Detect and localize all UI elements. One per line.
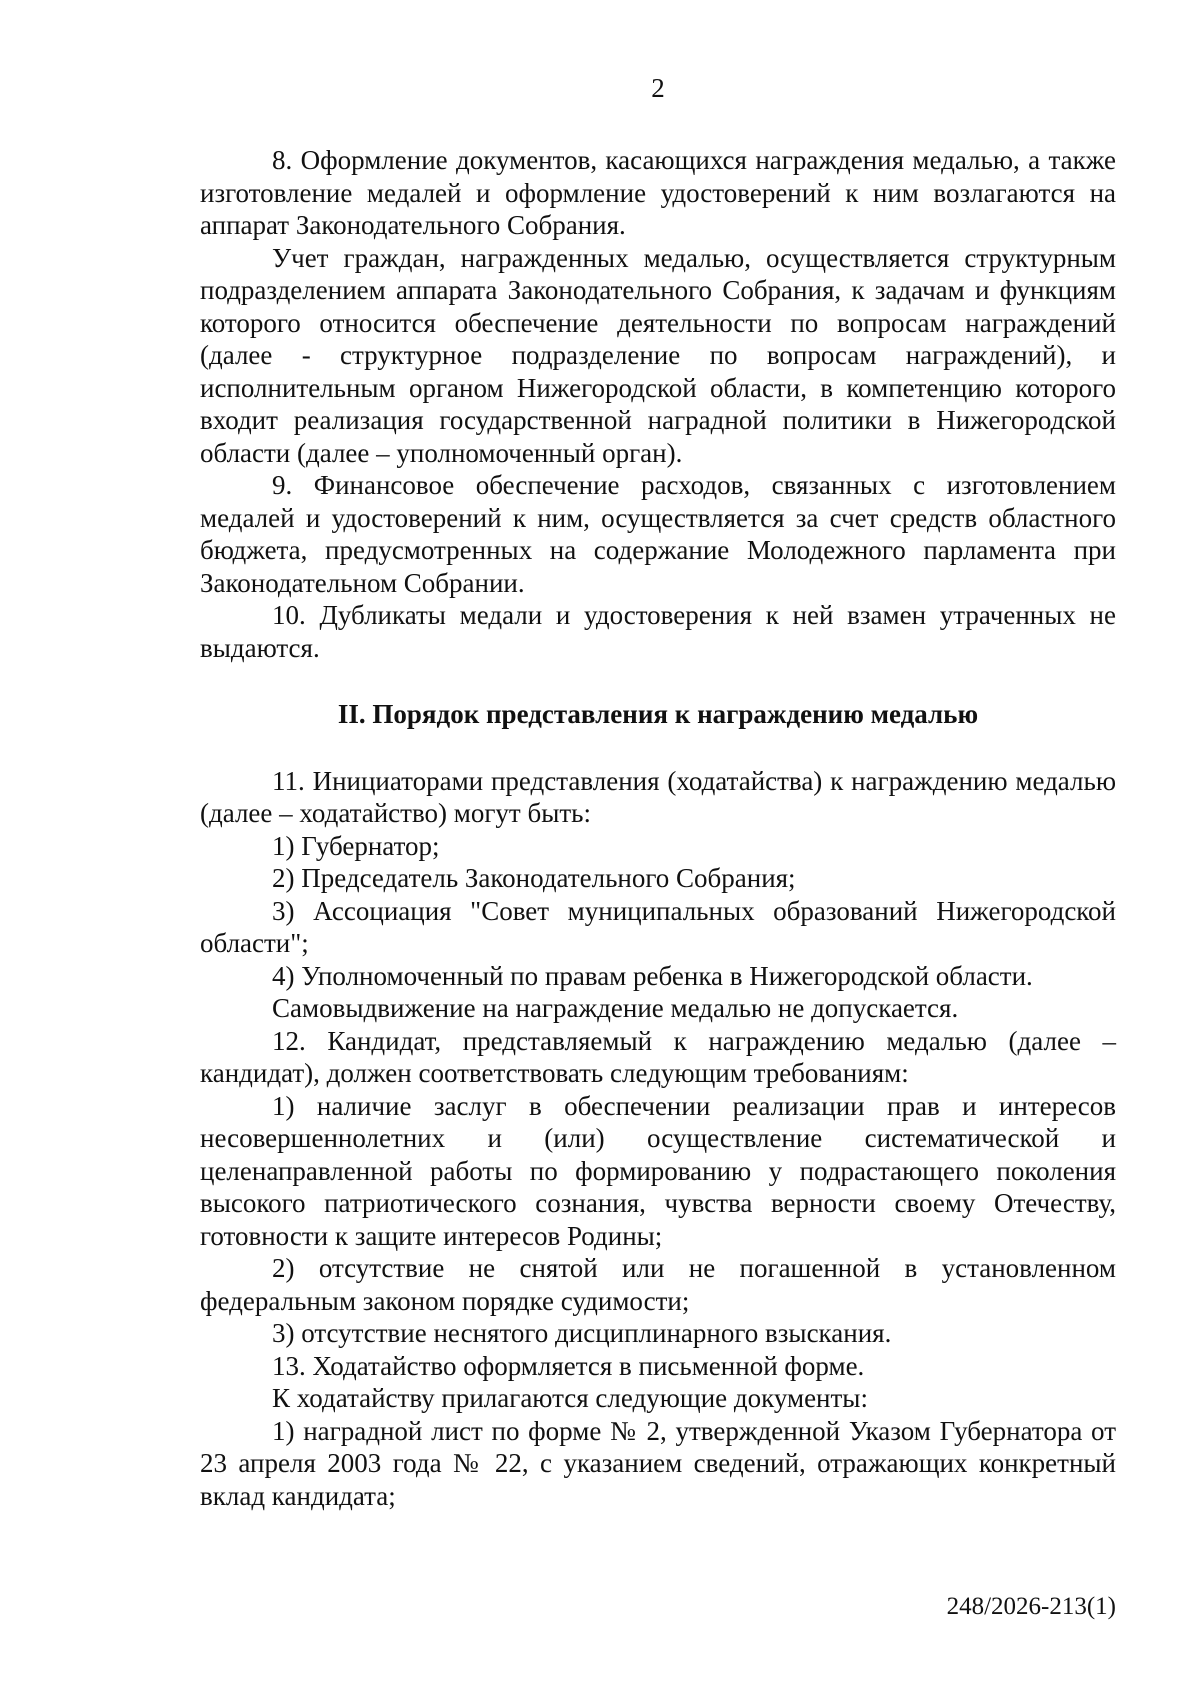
paragraph: 11. Инициаторами представления (ходатайства) к награждению медалью (далее – ходатайство) могут быть:: [200, 765, 1116, 828]
paragraph: К ходатайству прилагаются следующие документы:: [272, 1383, 868, 1413]
list-item: 3) отсутствие неснятого дисциплинарного взыскания.: [272, 1318, 892, 1348]
section-heading: II. Порядок представления к награждению медалью: [337, 699, 979, 729]
paragraph: 9. Финансовое обеспечение расходов, связанных с изготовлением медалей и удостоверений к ним, осуществляется за счет средств областного бюджета, предусмотренных на содержание Молодежного парламента при Законодательном Собрании.: [200, 470, 1116, 598]
paragraph: Самовыдвижение на награждение медалью не допускается.: [272, 993, 959, 1023]
paragraph: 13. Ходатайство оформляется в письменной форме.: [272, 1350, 865, 1381]
document-code: 248/2026-213(1): [946, 1593, 1116, 1620]
paragraph: Учет граждан, награжденных медалью, осуществляется структурным подразделением аппарата Законодательного Собрания, к задачам и функциям которого относится обеспечение деятельности по вопросам награждений (далее - структурное подразделение по вопросам награждений), и исполнительным органом Нижегородской области, в компетенцию которого входит реализация государственной наградной политики в Нижегородской области (далее – уполномоченный орган).: [200, 242, 1116, 468]
paragraph: 12. Кандидат, представляемый к награждению медалью (далее – кандидат), должен соответствовать следующим требованиям:: [200, 1025, 1116, 1088]
list-item: 1) наградной лист по форме № 2, утвержденной Указом Губернатора от 23 апреля 2003 года № 22, с указанием сведений, отражающих конкретный вклад кандидата;: [200, 1415, 1116, 1511]
paragraph: 10. Дубликаты медали и удостоверения к ней взамен утраченных не выдаются.: [200, 600, 1116, 663]
document-body: [200, 144, 1116, 1512]
list-item: 1) наличие заслуг в обеспечении реализации прав и интересов несовершеннолетних и (или) осуществление систематической и целенаправленной работы по формированию у подрастающего поколения высокого патриотического сознания, чувства верности своему Отечеству, готовности к защите интересов Родины;: [200, 1090, 1116, 1251]
list-item: 2) отсутствие не снятой или не погашенной в установленном федеральным законом порядке судимости;: [200, 1253, 1116, 1316]
list-item: 2) Председатель Законодательного Собрания;: [272, 863, 796, 893]
list-item: 1) Губернатор;: [272, 830, 440, 861]
list-item: 4) Уполномоченный по правам ребенка в Нижегородской области.: [272, 960, 1033, 991]
list-item: 3) Ассоциация "Совет муниципальных образований Нижегородской области";: [200, 895, 1116, 958]
paragraph: 8. Оформление документов, касающихся награждения медалью, а также изготовление медалей и оформление удостоверений к ним возлагаются на аппарат Законодательного Собрания.: [200, 145, 1116, 240]
page-number: 2: [651, 73, 665, 103]
